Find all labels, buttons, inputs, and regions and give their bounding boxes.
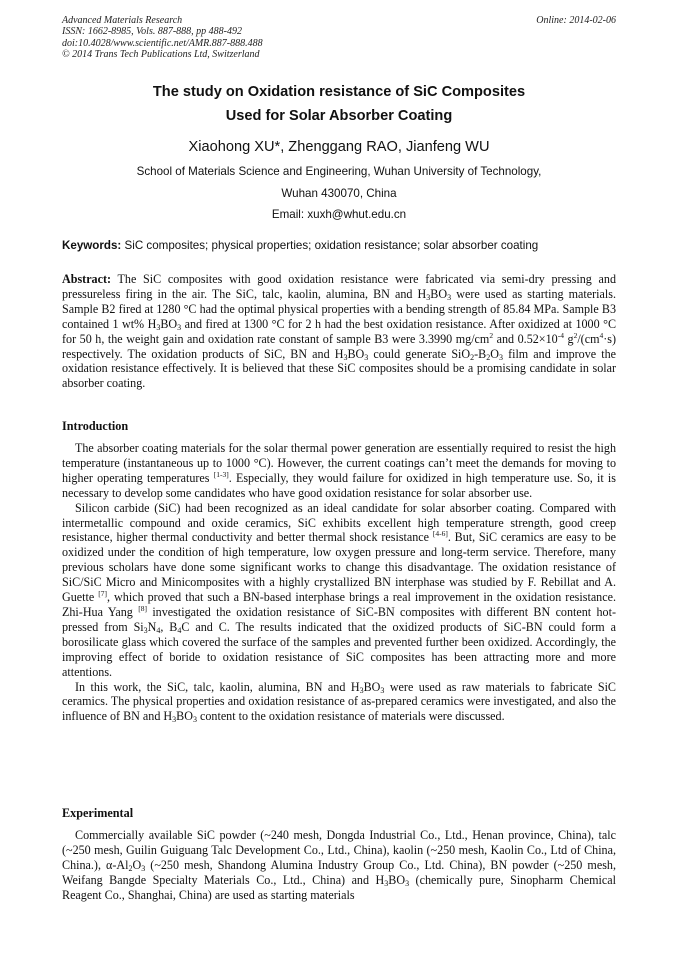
introduction-heading: Introduction <box>62 419 129 433</box>
keywords-text: SiC composites; physical properties; oxidation resistance; solar absorber coating <box>124 239 539 252</box>
author-list: Xiaohong XU*, Zhenggang RAO, Jianfeng WU <box>188 139 490 155</box>
intro-paragraph-3: In this work, the SiC, talc, kaolin, alumina, BN and $H_3BO_3$ were used as raw materials to fabricate SiC ceramics. The physical properties and oxidation resistance of as-prepared ceramics were investigated, and also the influence of BN and $H_3BO_3$ content to the oxidation resistance of materials were discussed. <box>62 679 616 725</box>
journal-header <box>62 15 616 61</box>
online-date: Online: 2014-02-06 <box>536 15 616 26</box>
keywords <box>62 238 616 253</box>
affiliation-line-1: School of Materials Science and Engineering, Wuhan University of Technology, <box>136 165 542 178</box>
author-email: Email: xuxh@whut.edu.cn <box>271 208 407 221</box>
abstract-text: The SiC composites with good oxidation resistance were fabricated via semi-dry pressing and pressureless firing in the air. The SiC, talc, kaolin, alumina, BN and $H_3BO_3$ were used as starting materials. Sample B2 fired at 1280 °C had the optimal physical properties with a bending strength of 85.84 MPa. Sample B3 contained 1 wt% $H_3BO_3$ and fired at 1300 °C for 2 h had the best oxidation resistance. After oxidized at 1000 °C for 50 h, the weight gain and oxidation rate constant of sample B3 were 3.3990 $mg/cm^2$ and $0.52\times 10^{-4}$ $g^2/(cm^4\cdot s)$ respectively. The oxidation products of SiC, BN and $H_3BO_3$ could generate $SiO_2-B_2O_3$ film and improve the oxidation resistance effectively. It is believed that these SiC composites should be a promising candidate in solar absorber coating. <box>62 272 617 391</box>
title-line-1: The study on Oxidation resistance of SiC Composites <box>152 84 526 100</box>
intro-paragraph-2: Silicon carbide (SiC) had been recognized as an ideal candidate for solar absorber coating. Compared with intermetallic compound and oxide ceramics, SiC exhibits excellent high temperature strength, good creep resistance, higher thermal conductivity and better thermal shock resistance [4-6]. But, SiC ceramics are easy to be oxidized under the condition of high temperature, low oxygen pressure and long-term service. Therefore, many previous scholars have done some significant works to change this disadvantage. The oxidation resistance of SiC/SiC Micro and Minicomposites with a highly crystallized BN interphase was studied by F. Rebillat and A. Guette [7], which proved that such a BN-based interphase brings a real improvement in the oxidation resistance. Zhi-Hua Yang [8] investigated the oxidation resistance of SiC-BN composites with different BN content hot-pressed from $Si_3N_4$, $B_4C$ and C. The results indicated that the oxidized products of SiC-BN could form a borosilicate glass which covered the surface of the samples and prevented further been oxidized. Accordingly, the improving effect of boride to oxidation resistance of SiC composites has been attracting more and more attentions. <box>62 500 616 679</box>
journal-name: Advanced Materials Research <box>62 15 183 26</box>
issn-line: ISSN: 1662-8985, Vols. 887-888, pp 488-492 <box>62 26 242 38</box>
keywords-label: Keywords: <box>62 239 122 252</box>
title-line-2: Used for Solar Absorber Coating <box>225 108 453 124</box>
intro-paragraph-1: The absorber coating materials for the solar thermal power generation are essentially required to resist the high temperature (instantaneous up to 1000 °C). However, the current coatings can’t meet the demands for moving to higher operating temperatures [1-3]. Especially, they would failure for oxidized in high temperature use. So, it is necessary to develop some candidates who have good oxidation resistance for solar absorber use. <box>62 441 616 500</box>
experimental-body <box>62 828 616 903</box>
experimental-heading: Experimental <box>62 806 134 820</box>
paper-title <box>40 80 638 128</box>
experimental-paragraph-1: Commercially available SiC powder (~240 mesh, Dongda Industrial Co., Ltd., Henan province, China), talc (~250 mesh, Guilin Guiguang Talc Development Co., Ltd., China), kaolin (~250 mesh, Kaolin Co., Ltd of China, China.), $\alpha-Al_2O_3$ (~250 mesh, Shandong Alumina Industry Group Co., Ltd. China), BN powder (~250 mesh, Weifang Bangde Specialty Materials Co., Ltd., China) and $H_3BO_3$ (chemically pure, Sinopharm Chemical Reagent Co., Shanghai, China) are used as starting materials <box>62 828 617 902</box>
affiliation-line-2: Wuhan 430070, China <box>281 186 397 200</box>
affiliation <box>40 161 638 226</box>
abstract <box>62 272 616 391</box>
introduction-body <box>62 441 616 724</box>
doi-line: doi:10.4028/www.scientific.net/AMR.887-888.488 <box>62 37 263 49</box>
abstract-label: Abstract: <box>62 272 112 286</box>
copyright-line: © 2014 Trans Tech Publications Ltd, Switzerland <box>62 49 260 61</box>
